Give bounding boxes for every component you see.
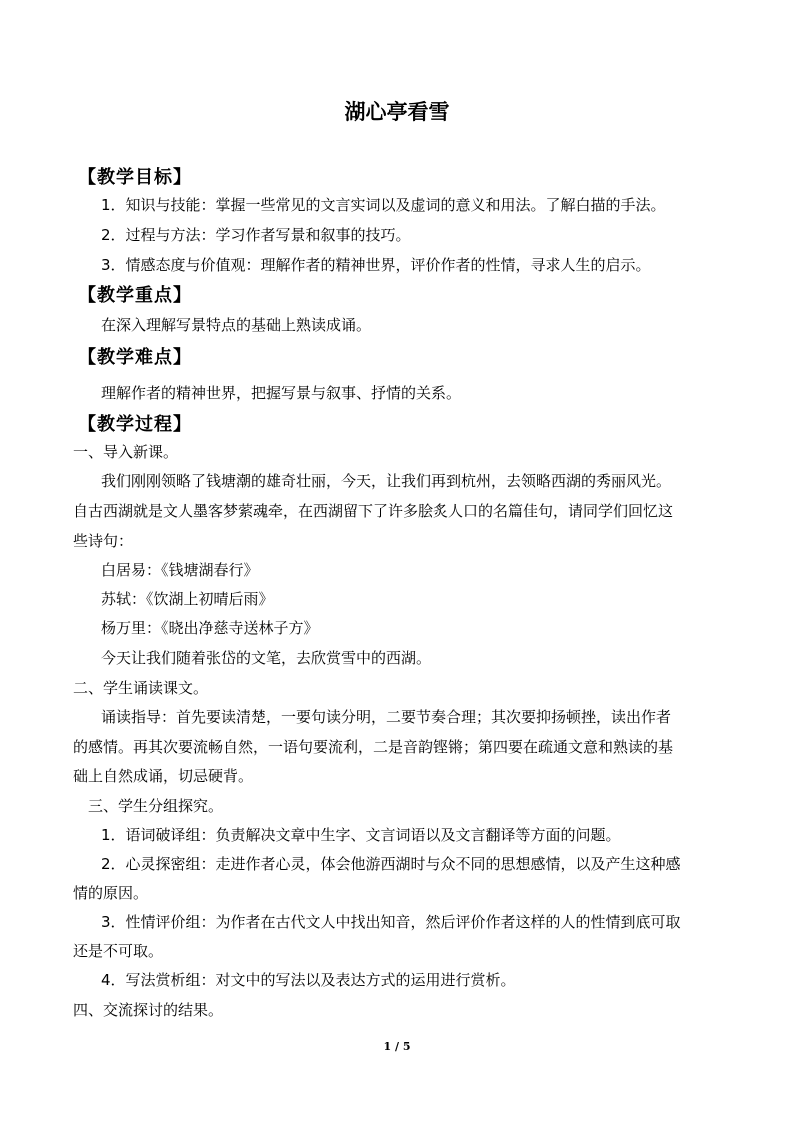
paragraph-line: 今天让我们随着张岱的文笔，去欣赏雪中的西湖。: [101, 649, 432, 667]
paragraph-line: 我们刚刚领略了钱塘潮的雄奇壮丽，今天，让我们再到杭州，去领略西湖的秀丽风光。: [101, 472, 672, 490]
group-item: 1．语词破译组：负责解决文章中生字、文言词语以及文言翻译等方面的问题。: [101, 826, 621, 844]
poem-item: 白居易：《钱塘湖春行》: [101, 561, 259, 579]
goal-item: 1．知识与技能：掌握一些常见的文言实词以及虚词的意义和用法。了解白描的手法。: [101, 196, 666, 214]
paragraph-line: 础上自然成诵，切忌硬背。: [73, 767, 254, 785]
step-title: 三、学生分组探究。: [88, 797, 224, 815]
poem-item: 杨万里：《晓出净慈寺送林子方》: [101, 619, 319, 637]
step-title: 二、学生诵读课文。: [73, 679, 209, 697]
page-title: 湖心亭看雪: [344, 99, 450, 124]
section-heading-process: 【教学过程】: [78, 414, 192, 435]
section-heading-difficulty: 【教学难点】: [78, 347, 192, 368]
section-heading-key-point: 【教学重点】: [78, 285, 192, 306]
step-title: 四、交流探讨的结果。: [73, 1001, 224, 1019]
section-heading-goals: 【教学目标】: [78, 167, 192, 188]
group-item-cont: 还是不可取。: [73, 942, 164, 960]
difficulty-text: 理解作者的精神世界，把握写景与叙事、抒情的关系。: [101, 384, 462, 402]
paragraph-line: 自古西湖就是文人墨客梦萦魂牵，在西湖留下了许多脍炙人口的名篇佳句，请同学们回忆这: [73, 502, 674, 520]
key-point-text: 在深入理解写景特点的基础上熟读成诵。: [101, 316, 372, 334]
group-item-cont: 情的原因。: [73, 884, 149, 902]
paragraph-line: 诵读指导：首先要读清楚，一要句读分明，二要节奏合理；其次要抑扬顿挫，读出作者: [101, 708, 672, 726]
paragraph-line: 些诗句：: [73, 532, 134, 550]
step-title: 一、导入新课。: [73, 443, 179, 461]
poem-item: 苏轼：《饮湖上初晴后雨》: [101, 590, 274, 608]
goal-item: 3．情感态度与价值观：理解作者的精神世界，评价作者的性情，寻求人生的启示。: [101, 256, 651, 274]
paragraph-line: 的感情。再其次要流畅自然，一语句要流利，二是音韵铿锵；第四要在疏通文意和熟读的基: [73, 738, 674, 756]
group-item: 3．性情评价组：为作者在古代文人中找出知音，然后评价作者这样的人的性情到底可取: [101, 913, 681, 931]
group-item: 4．写法赏析组：对文中的写法以及表达方式的运用进行赏析。: [101, 971, 516, 989]
group-item: 2．心灵探密组：走进作者心灵，体会他游西湖时与众不同的思想感情，以及产生这种感: [101, 855, 681, 873]
goal-item: 2．过程与方法：学习作者写景和叙事的技巧。: [101, 226, 411, 244]
page-number: 1 / 5: [383, 1040, 411, 1053]
